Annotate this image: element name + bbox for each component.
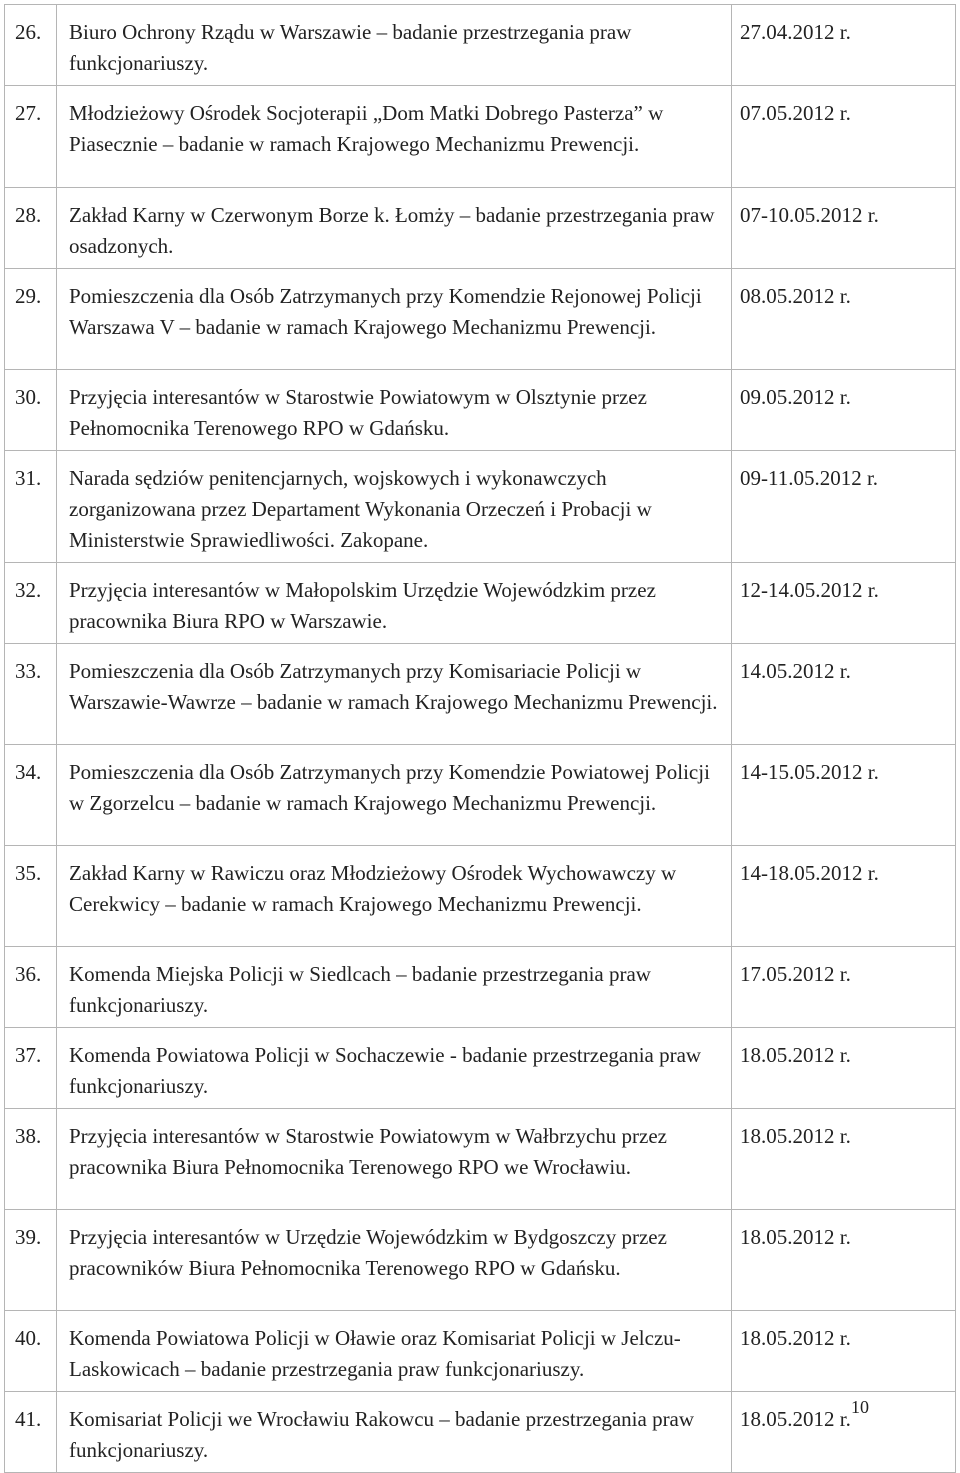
entry-description: Pomieszczenia dla Osób Zatrzymanych przy Komendzie Rejonowej Policji Warszawa V – badanie w ramach Krajowego Mechanizmu Prewencji. (57, 269, 732, 370)
entry-description: Zakład Karny w Czerwonym Borze k. Łomży – badanie przestrzegania praw osadzonych. (57, 188, 732, 269)
entry-description: Przyjęcia interesantów w Urzędzie Wojewódzkim w Bydgoszczy przez pracowników Biura Pełnomocnika Terenowego RPO w Gdańsku. (57, 1210, 732, 1311)
page-number: 10 (851, 1397, 869, 1417)
table-row (5, 1028, 956, 1109)
entry-description: Komisariat Policji we Wrocławiu Rakowcu – badanie przestrzegania praw funkcjonariuszy. (57, 1392, 732, 1473)
entry-date: 18.05.2012 r. (732, 1210, 956, 1311)
entry-date: 09.05.2012 r. (732, 370, 956, 451)
table-row (5, 846, 956, 947)
entry-description: Pomieszczenia dla Osób Zatrzymanych przy Komisariacie Policji w Warszawie-Wawrze – badanie w ramach Krajowego Mechanizmu Prewencji. (57, 644, 732, 745)
entry-description: Komenda Powiatowa Policji w Sochaczewie - badanie przestrzegania praw funkcjonariuszy. (57, 1028, 732, 1109)
table-row (5, 86, 956, 188)
entry-date: 18.05.2012 r. (732, 1311, 956, 1392)
table-row (5, 563, 956, 644)
entry-number: 33. (5, 644, 57, 745)
entry-date: 08.05.2012 r. (732, 269, 956, 370)
entry-description: Przyjęcia interesantów w Starostwie Powiatowym w Wałbrzychu przez pracownika Biura Pełnomocnika Terenowego RPO we Wrocławiu. (57, 1109, 732, 1210)
entry-number: 27. (5, 86, 57, 188)
entry-date: 07-10.05.2012 r. (732, 188, 956, 269)
entry-number: 29. (5, 269, 57, 370)
entry-date: 18.05.2012 r. (732, 1028, 956, 1109)
entry-date: 14-18.05.2012 r. (732, 846, 956, 947)
entry-number: 35. (5, 846, 57, 947)
entry-date: 07.05.2012 r. (732, 86, 956, 188)
entry-date: 27.04.2012 r. (732, 5, 956, 86)
table-row (5, 745, 956, 846)
entry-description: Komenda Miejska Policji w Siedlcach – badanie przestrzegania praw funkcjonariuszy. (57, 947, 732, 1028)
entry-number: 34. (5, 745, 57, 846)
entry-number: 40. (5, 1311, 57, 1392)
entry-description: Pomieszczenia dla Osób Zatrzymanych przy Komendzie Powiatowej Policji w Zgorzelcu – badanie w ramach Krajowego Mechanizmu Prewencji. (57, 745, 732, 846)
entry-number: 31. (5, 451, 57, 563)
entry-date: 18.05.2012 r. (732, 1392, 956, 1473)
entry-description: Zakład Karny w Rawiczu oraz Młodzieżowy Ośrodek Wychowawczy w Cerekwicy – badanie w ramach Krajowego Mechanizmu Prewencji. (57, 846, 732, 947)
entry-date: 18.05.2012 r. (732, 1109, 956, 1210)
table-row (5, 947, 956, 1028)
entry-description: Przyjęcia interesantów w Małopolskim Urzędzie Wojewódzkim przez pracownika Biura RPO w Warszawie. (57, 563, 732, 644)
table-row (5, 1392, 956, 1473)
table-row (5, 644, 956, 745)
table-row (5, 1109, 956, 1210)
entry-number: 37. (5, 1028, 57, 1109)
entry-number: 28. (5, 188, 57, 269)
entry-description: Narada sędziów penitencjarnych, wojskowych i wykonawczych zorganizowana przez Departament Wykonania Orzeczeń i Probacji w Ministerstwie Sprawiedliwości. Zakopane. (57, 451, 732, 563)
table-row (5, 188, 956, 269)
entry-date: 09-11.05.2012 r. (732, 451, 956, 563)
table-row (5, 1311, 956, 1392)
entry-description: Przyjęcia interesantów w Starostwie Powiatowym w Olsztynie przez Pełnomocnika Terenowego RPO w Gdańsku. (57, 370, 732, 451)
entry-date: 12-14.05.2012 r. (732, 563, 956, 644)
entry-number: 41. (5, 1392, 57, 1473)
table-row (5, 269, 956, 370)
table-row (5, 1210, 956, 1311)
entry-number: 30. (5, 370, 57, 451)
entry-description: Komenda Powiatowa Policji w Oławie oraz Komisariat Policji w Jelczu-Laskowicach – badanie przestrzegania praw funkcjonariuszy. (57, 1311, 732, 1392)
activity-table (4, 4, 956, 1473)
entry-number: 36. (5, 947, 57, 1028)
table-row (5, 370, 956, 451)
entry-date: 17.05.2012 r. (732, 947, 956, 1028)
entry-description: Biuro Ochrony Rządu w Warszawie – badanie przestrzegania praw funkcjonariuszy. (57, 5, 732, 86)
entry-number: 26. (5, 5, 57, 86)
entry-number: 39. (5, 1210, 57, 1311)
entry-number: 38. (5, 1109, 57, 1210)
entry-number: 32. (5, 563, 57, 644)
entry-date: 14.05.2012 r. (732, 644, 956, 745)
entry-description: Młodzieżowy Ośrodek Socjoterapii „Dom Matki Dobrego Pasterza” w Piasecznie – badanie w ramach Krajowego Mechanizmu Prewencji. (57, 86, 732, 188)
table-row (5, 451, 956, 563)
entry-date: 14-15.05.2012 r. (732, 745, 956, 846)
table-row (5, 5, 956, 86)
